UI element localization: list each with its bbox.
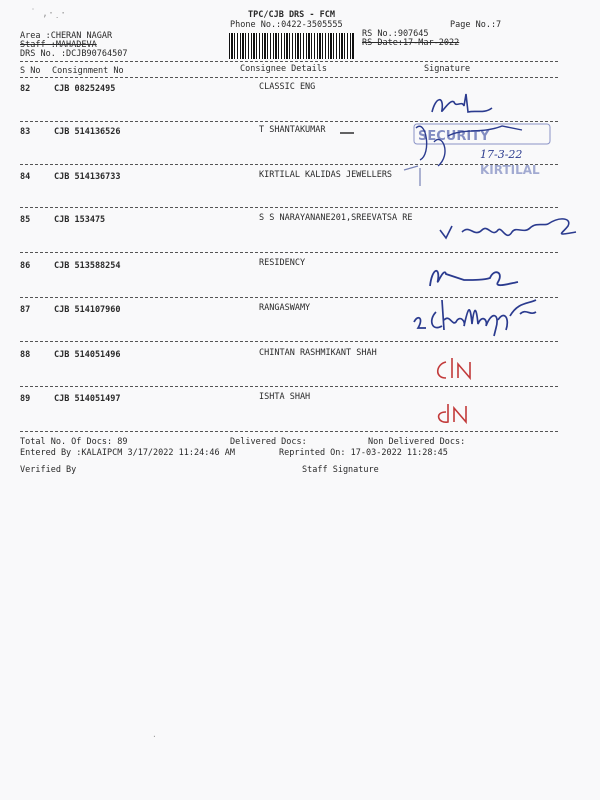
rs-number: RS No.:907645 [362,29,429,39]
document-title: TPC/CJB DRS - FCM [248,10,335,20]
signature-row-89 [430,398,480,428]
row-sno: 89 [20,394,31,404]
delivered-docs: Delivered Docs: [230,437,307,447]
security-stamp [412,114,562,184]
divider [20,431,558,432]
row-consignment: CJB 513588254 [54,261,121,271]
row-sno: 88 [20,350,31,360]
total-docs: Total No. Of Docs: 89 [20,437,128,447]
row-consignee: S S NARAYANANE201,SREEVATSA RE [259,213,413,223]
row-consignment: CJB 514136733 [54,172,121,182]
row-consignment: CJB 514136526 [54,127,121,137]
phone-number: Phone No.:0422-3505555 [230,20,343,30]
verified-by-label: Verified By [20,465,77,475]
column-header-consignment: Consignment No [52,66,124,76]
reprinted-on: Reprinted On: 17-03-2022 11:28:45 [279,448,448,458]
rs-date: RS Date:17-Mar-2022 [362,38,460,48]
row-consignment: CJB 514107960 [54,305,121,315]
row-consignment: CJB 514051497 [54,394,121,404]
drs-number: DRS No. :DCJB90764507 [20,49,128,59]
barcode [229,33,354,59]
row-sno: 82 [20,84,31,94]
non-delivered-docs: Non Delivered Docs: [368,437,466,447]
divider [20,61,558,62]
signature-row-85 [436,212,586,248]
scan-mark: · [152,732,157,741]
row-consignee: CLASSIC ENG [259,82,316,92]
staff-signature-label: Staff Signature [302,465,379,475]
row-consignment: CJB 514051496 [54,350,121,360]
divider [20,386,558,387]
ink-dash [338,130,358,136]
row-sno: 85 [20,215,31,225]
scan-mark: ˙ ,·̣ · [30,8,67,19]
divider [20,252,558,253]
divider [20,207,558,208]
divider [20,341,558,342]
column-header-consignee: Consignee Details [240,64,327,74]
row-consignee: KIRTILAL KALIDAS JEWELLERS [259,170,393,180]
row-sno: 83 [20,127,31,137]
column-header-signature: Signature [424,64,471,74]
page-number: Page No.:7 [450,20,502,30]
signature-row-88 [432,354,482,384]
signature-row-87 [410,292,560,338]
entered-by: Entered By :KALAIPCM 3/17/2022 11:24:46 AM [20,448,235,458]
signature-row-86 [424,260,524,296]
row-consignee: RANGASWAMY [259,303,311,313]
stamp-security-text: SECURITY [418,129,490,144]
signature-date: 17-3-22 [480,148,523,161]
row-consignee: RESIDENCY [259,258,306,268]
staff-field: Staff :MAHADEVA [20,40,97,50]
row-consignment: CJB 153475 [54,215,106,225]
row-sno: 87 [20,305,31,315]
row-consignee: ISHTA SHAH [259,392,311,402]
stamp-kirtilal-text: KIRTILAL [480,163,540,177]
row-consignee: CHINTAN RASHMIKANT SHAH [259,348,377,358]
column-header-sno: S No [20,66,41,76]
row-consignment: CJB 08252495 [54,84,116,94]
row-sno: 86 [20,261,31,271]
row-consignee: T SHANTAKUMAR [259,125,326,135]
divider [20,77,558,78]
area-field: Area :CHERAN NAGAR [20,31,113,41]
row-sno: 84 [20,172,31,182]
